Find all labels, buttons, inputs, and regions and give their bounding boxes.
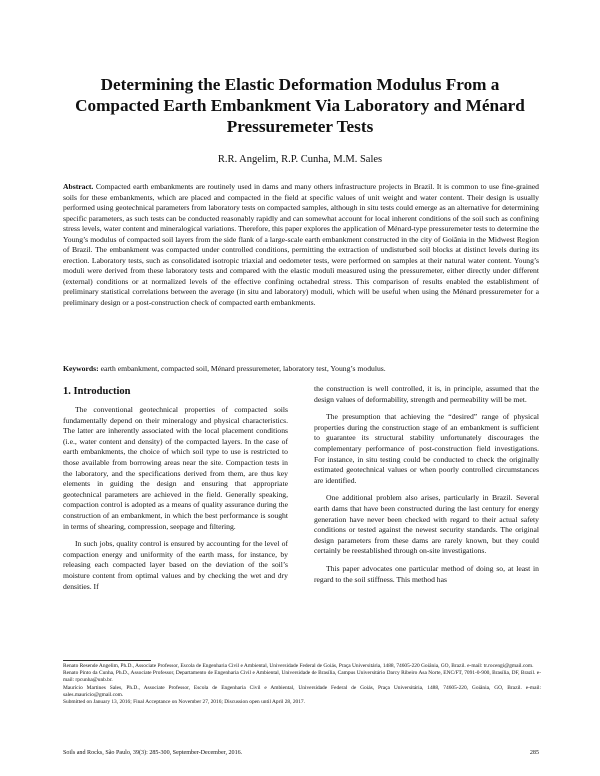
keywords-text: earth embankment, compacted soil, Ménard pressuremeter, laboratory test, Young’s modulus. — [100, 364, 386, 373]
footnote-author-3: Maurício Martines Sales, Ph.D., Associate Professor, Escola de Engenharia Civil e Ambiental, Universidade Federal de Goiás, Praça Universitária, 1488, 74605-220, Goiânia, GO, Brazil. e-mail: sales.mauricio@gmail.com. — [63, 684, 541, 698]
page-number: 285 — [529, 750, 539, 756]
footnote-author-2: Renato Pinto da Cunha, Ph.D., Associate Professor, Departamento de Engenharia Civil e Ambiental, Universidade de Brasília, Campus Universitário Darcy Ribeiro Asa Norte, ENC/FT, 7091-0-900, Brasília, DF, Brazil. e-mail: rpcunha@unb.br. — [63, 670, 541, 684]
footnotes — [63, 663, 541, 706]
section-heading: 1. Introduction — [63, 386, 131, 397]
left-column — [63, 386, 288, 599]
body-paragraph: the construction is well controlled, it is, in principle, assumed that the design values of deformability, strength and permeability will be met. — [314, 384, 539, 404]
body-paragraph: The presumption that achieving the “desired” range of physical properties during the construction stage of an embankment is sufficient to guarantee its structural stability unfortunately discourages the complementary performance of post-construction field investigations. For instance, in situ testing could be conducted to check the originally estimated geotechnical values or when poorly controlled circumstances are identified. — [314, 412, 539, 485]
keywords-label: Keywords: — [63, 364, 99, 373]
abstract — [63, 182, 539, 309]
footnote-divider — [63, 660, 151, 661]
right-column — [314, 384, 539, 592]
body-paragraph: In such jobs, quality control is ensured by accounting for the level of compaction energy and uniformity of the earth mass, for instance, by releasing each compacted layer based on the deviation of the soil’s moisture content from optimal values and by checking the wet and dry densities. If — [63, 539, 288, 591]
body-paragraph: The conventional geotechnical properties of compacted soils fundamentally depend on their mineralogy and physical characteristics. The latter are inherently associated with the local placement conditions (i.e., water content and density) of the compacted layers. In the case of earth embankments, the choice of which soil type to use is restricted to those available from borrowing areas near the site. Compaction tests in the laboratory, and the specifications derived from them, are thus key elements in guiding the design and ensuring that appropriate geotechnical parameters are achieved in the field. Generally speaking, compaction control is adopted as a means of quality assurance during the construction of an embankment, in which the best performance is sought in terms of shearing, compression, seepage and filtering. — [63, 405, 288, 531]
paper-title: Determining the Elastic Deformation Modulus From a Compacted Earth Embankment Via Laboratory and Ménard Pressuremeter Tests — [75, 75, 525, 136]
footnote-author-1: Renato Resende Angelim, Ph.D., Associate Professor, Escola de Engenharia Civil e Ambiental, Universidade Federal de Goiás, Praça Universitária, 1488, 74605-220 Goiânia, GO, Brazil. e-mail: tr.rocengi@gmail.com. — [63, 663, 534, 669]
body-paragraph: This paper advocates one particular method of doing so, at least in regard to the soil stiffness. This method has — [314, 563, 539, 584]
abstract-text: Compacted earth embankments are routinely used in dams and many others infrastructure projects in Brazil. It is common to use fine-grained soils for these embankments, which are placed and compacted in the field at specific values of unit weight and water content. Their design is usually performed using geotechnical parameters from laboratory tests on compacted samples, although in situ tests could emerge as an alternative for determining specific parameters, as such tests can be conducted reasonably rapidly and can somewhat account for local inherent conditions of the soil such as confining stress levels, water content and mineralogical variations. Therefore, this paper explores the application of Ménard-type pressuremeter tests to determine the Young’s modulus of compacted soil layers from the side flank of a large-scale earth embankment constructed in the city of Goiânia in the Midwest Region of Brazil. The embankment was compacted under controlled conditions, permitting the extraction of undisturbed soil blocks at distinct levels during its erection. Laboratory tests, such as consolidated isotropic triaxial and oedometer tests, were performed on samples at their natural water content. Young’s moduli were derived from these laboratory tests and compared with the elastic moduli measured using the pressuremeter, either directly under different (external) conditions or at normalized levels of the effective confining octahedral stress. This comparison of results enabled the establishment of preliminary statistical correlations between the average (in situ and laboratory) moduli, which will be useful when using the Ménard pressuremeter for a preliminary design or a post-construction check of compacted earth embankments. — [63, 182, 539, 308]
abstract-label: Abstract. — [63, 182, 94, 191]
journal-citation: Soils and Rocks, São Paulo, 39(3): 285-300, September-December, 2016. — [63, 750, 243, 756]
footnote-submission: Submitted on January 13, 2016; Final Acceptance on November 27, 2016; Discussion open until April 28, 2017. — [63, 699, 305, 706]
keywords — [63, 364, 539, 375]
author-list: R.R. Angelim, R.P. Cunha, M.M. Sales — [217, 154, 383, 165]
body-paragraph: One additional problem also arises, particularly in Brazil. Several earth dams that have been constructed during the last century for energy generation have never been checked with regard to their actual safety conditions or tested against the newest security standards. The original design parameters from these dams are rarely known, but they could certainly be reestablished through on-site investigations. — [314, 493, 539, 556]
